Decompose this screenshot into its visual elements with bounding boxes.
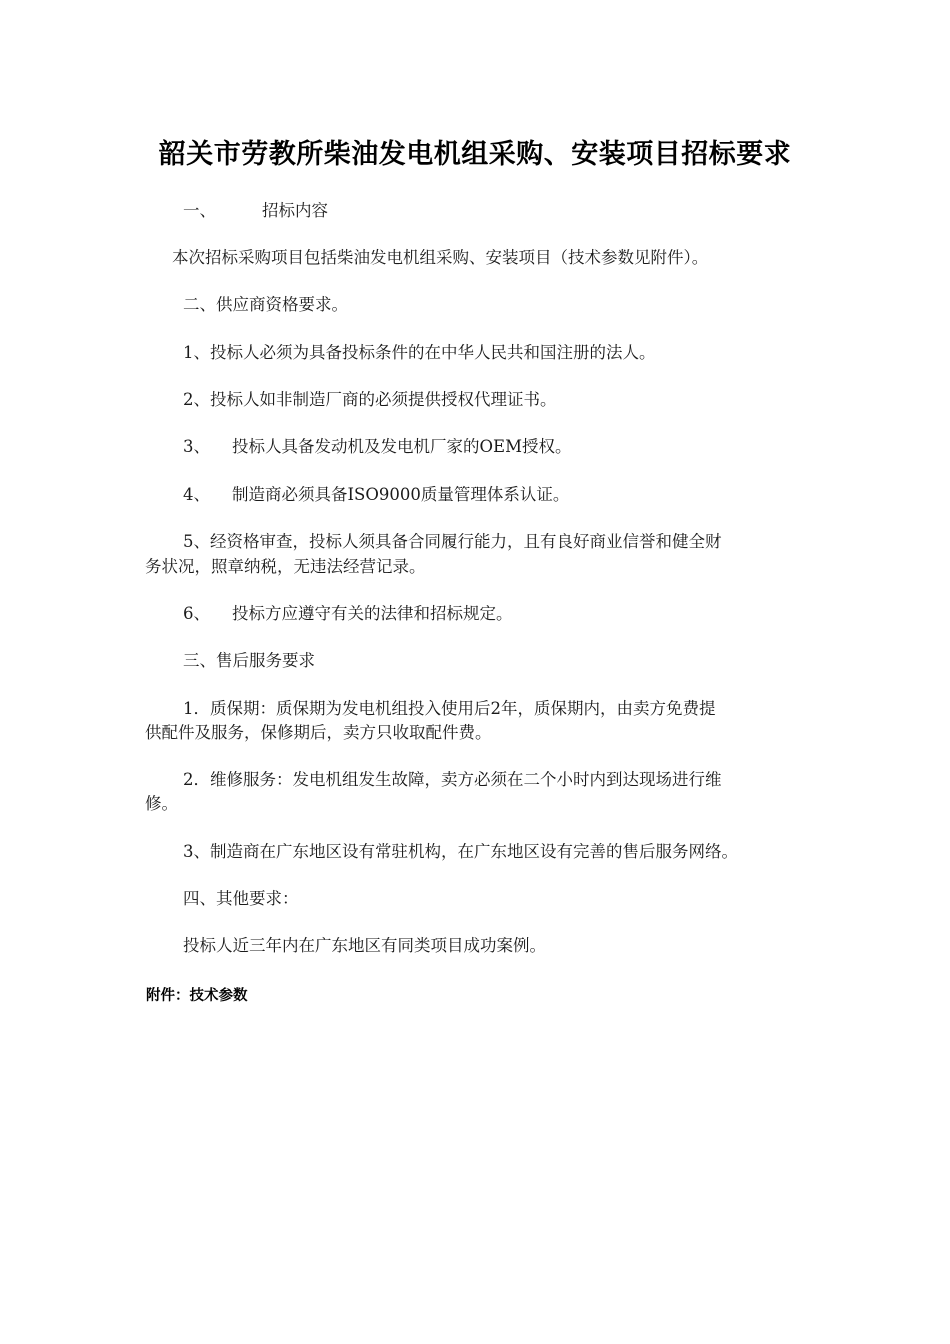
section-1-body: 本次招标采购项目包括柴油发电机组采购、安装项目（技术参数见附件）。 (172, 248, 709, 267)
section-1-number: 一、 (183, 201, 216, 220)
requirement-item-6: 6、 投标方应遵守有关的法律和招标规定。 (183, 604, 513, 623)
section-1-heading (183, 199, 328, 223)
requirement-item-5-line-2: 务状况，照章纳税，无违法经营记录。 (145, 557, 426, 576)
service-item-2-line-1: 2．维修服务：发电机组发生故障，卖方必须在二个小时内到达现场进行维 (183, 770, 722, 789)
service-item-1-line-2: 供配件及服务，保修期后，卖方只收取配件费。 (145, 723, 492, 742)
requirement-item-2: 2、投标人如非制造厂商的必须提供授权代理证书。 (183, 390, 557, 409)
section-2-heading: 二、供应商资格要求。 (183, 295, 348, 314)
section-3-heading: 三、售后服务要求 (183, 651, 315, 670)
service-item-3: 3、制造商在广东地区设有常驻机构，在广东地区设有完善的售后服务网络。 (183, 842, 738, 861)
attachment-label: 附件：技术参数 (146, 988, 248, 1004)
requirement-item-1: 1、投标人必须为具备投标条件的在中华人民共和国注册的法人。 (183, 343, 656, 362)
section-1-title: 招标内容 (262, 201, 328, 220)
requirement-item-4: 4、 制造商必须具备ISO9000质量管理体系认证。 (183, 485, 570, 504)
section-4-heading: 四、其他要求： (183, 889, 299, 908)
document-title: 韶关市劳教所柴油发电机组采购、安装项目招标要求 (158, 139, 792, 170)
requirement-item-3: 3、 投标人具备发动机及发电机厂家的OEM授权。 (183, 437, 572, 456)
section-4-body: 投标人近三年内在广东地区有同类项目成功案例。 (183, 936, 546, 955)
service-item-1-line-1: 1．质保期：质保期为发电机组投入使用后2年，质保期内，由卖方免费提 (183, 699, 716, 718)
service-item-2-line-2: 修。 (145, 794, 178, 813)
requirement-item-5-line-1: 5、经资格审查，投标人须具备合同履行能力，且有良好商业信誉和健全财 (183, 532, 722, 551)
